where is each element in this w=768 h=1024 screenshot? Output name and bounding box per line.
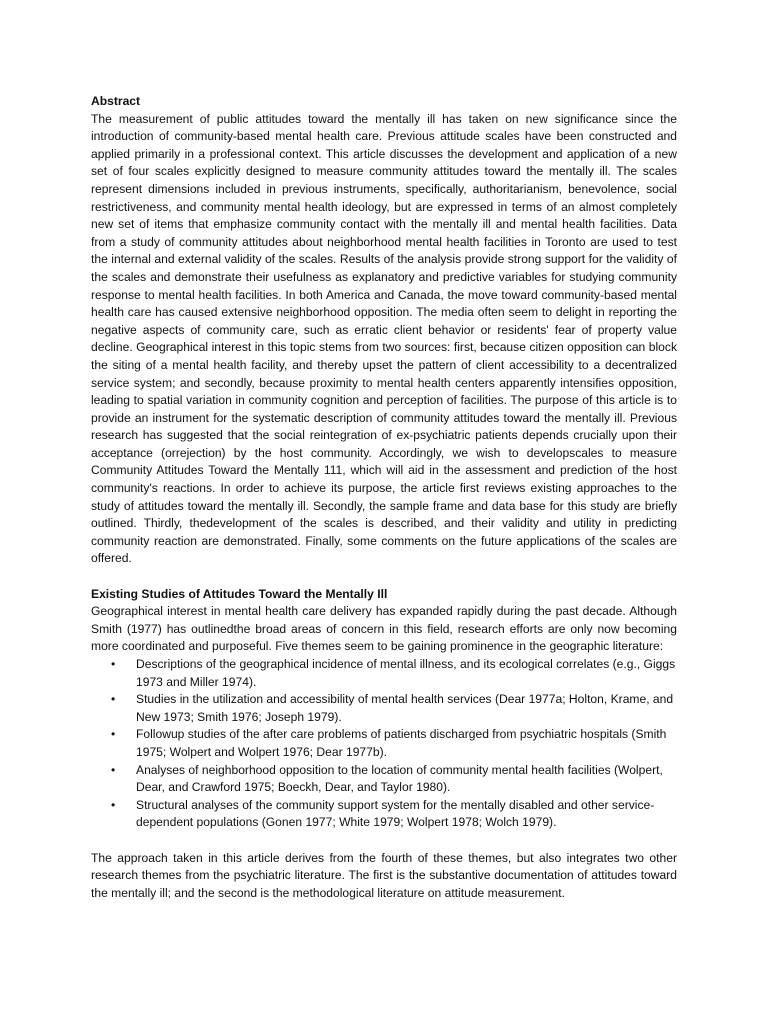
abstract-paragraph: The measurement of public attitudes toward the mentally ill has taken on new significance since the introduction of community-based mental health care. Previous attitude scales have been constructed and applied primarily in a professional context. This article discusses the development and application of a new set of four scales explicitly designed to measure community attitudes toward the mentally ill. The scales represent dimensions included in previous instruments, specifically, authoritarianism, benevolence, social restrictiveness, and community mental health ideology, but are expressed in terms of an almost completely new set of items that emphasize community contact with the mentally ill and mental health facilities. Data from a study of community attitudes about neighborhood mental health facilities in Toronto are used to test the internal and external validity of the scales. Results of the analysis provide strong support for the validity of the scales and demonstrate their usefulness as explanatory and predictive variables for studying community response to mental health facilities. In both America and Canada, the move toward community-based mental health care has caused extensive neighborhood opposition. The media often seem to delight in reporting the negative aspects of community care, such as erratic client behavior or residents' fear of property value decline. Geographical interest in this topic stems from two sources: first, because citizen opposition can block the siting of a mental health facility, and thereby upset the pattern of client accessibility to a decentralized service system; and secondly, because proximity to mental health centers apparently intensifies opposition, leading to spatial variation in community cognition and perception of facilities. The purpose of this article is to provide an instrument for the systematic description of community attitudes toward the mentally ill. Previous research has suggested that the social reintegration of ex-psychiatric patients depends crucially upon their acceptance (orrejection) by the host community. Accordingly, we wish to developscales to measure Community Attitudes Toward the Mentally 111, which will aid in the assessment and prediction of the host community's reactions. In order to achieve its purpose, the article first reviews existing approaches to the study of attitudes toward the mentally ill. Secondly, the sample frame and data base for this study are briefly outlined. Thirdly, thedevelopment of the scales is described, and their validity and utility in predicting community reaction are demonstrated. Finally, some comments on the future applications of the scales are offered. <box>91 111 677 566</box>
list-item <box>91 797 677 832</box>
list-item-text: Studies in the utilization and accessibility of mental health services (Dear 1977a; Holton, Krame, and New 1973; Smith 1976; Joseph 1979). <box>136 692 674 724</box>
document-page <box>91 93 677 902</box>
bullet-icon: • <box>111 797 116 812</box>
existing-studies-heading: Existing Studies of Attitudes Toward the Mentally Ill <box>91 586 388 601</box>
closing-paragraph: The approach taken in this article derives from the fourth of these themes, but also integrates two other research themes from the psychiatric literature. The first is the substantive documentation of attitudes toward the mentally ill; and the second is the methodological literature on attitude measurement. <box>91 850 677 900</box>
existing-studies-intro: Geographical interest in mental health care delivery has expanded rapidly during the past decade. Although Smith (1977) has outlinedthe broad areas of concern in this field, research efforts are only now becoming more coordinated and purposeful. Five themes seem to be gaining prominence in the geographic literature: <box>91 604 677 654</box>
section-spacer <box>91 832 677 850</box>
themes-list <box>91 656 677 832</box>
list-item <box>91 656 677 691</box>
list-item-text: Structural analyses of the community support system for the mentally disabled and other service-dependent populations (Gonen 1977; White 1979; Wolpert 1978; Wolch 1979). <box>136 797 655 830</box>
bullet-icon: • <box>111 692 116 707</box>
list-item <box>91 762 677 797</box>
bullet-icon: • <box>111 762 116 777</box>
list-item-text: Descriptions of the geographical incidence of mental illness, and its ecological correlates (e.g., Giggs 1973 and Miller 1974). <box>136 657 676 689</box>
list-item <box>91 726 677 761</box>
list-item-text: Analyses of neighborhood opposition to the location of community mental health facilities (Wolpert, Dear, and Crawford 1975; Boeckh, Dear, and Taylor 1980). <box>136 762 663 795</box>
bullet-icon: • <box>111 657 116 671</box>
list-item-text: Followup studies of the after care problems of patients discharged from psychiatric hospitals (Smith 1975; Wolpert and Wolpert 1976; Dear 1977b). <box>136 727 667 759</box>
abstract-heading: Abstract <box>91 94 141 108</box>
bullet-icon: • <box>111 727 116 742</box>
list-item <box>91 691 677 726</box>
section-spacer <box>91 568 677 586</box>
